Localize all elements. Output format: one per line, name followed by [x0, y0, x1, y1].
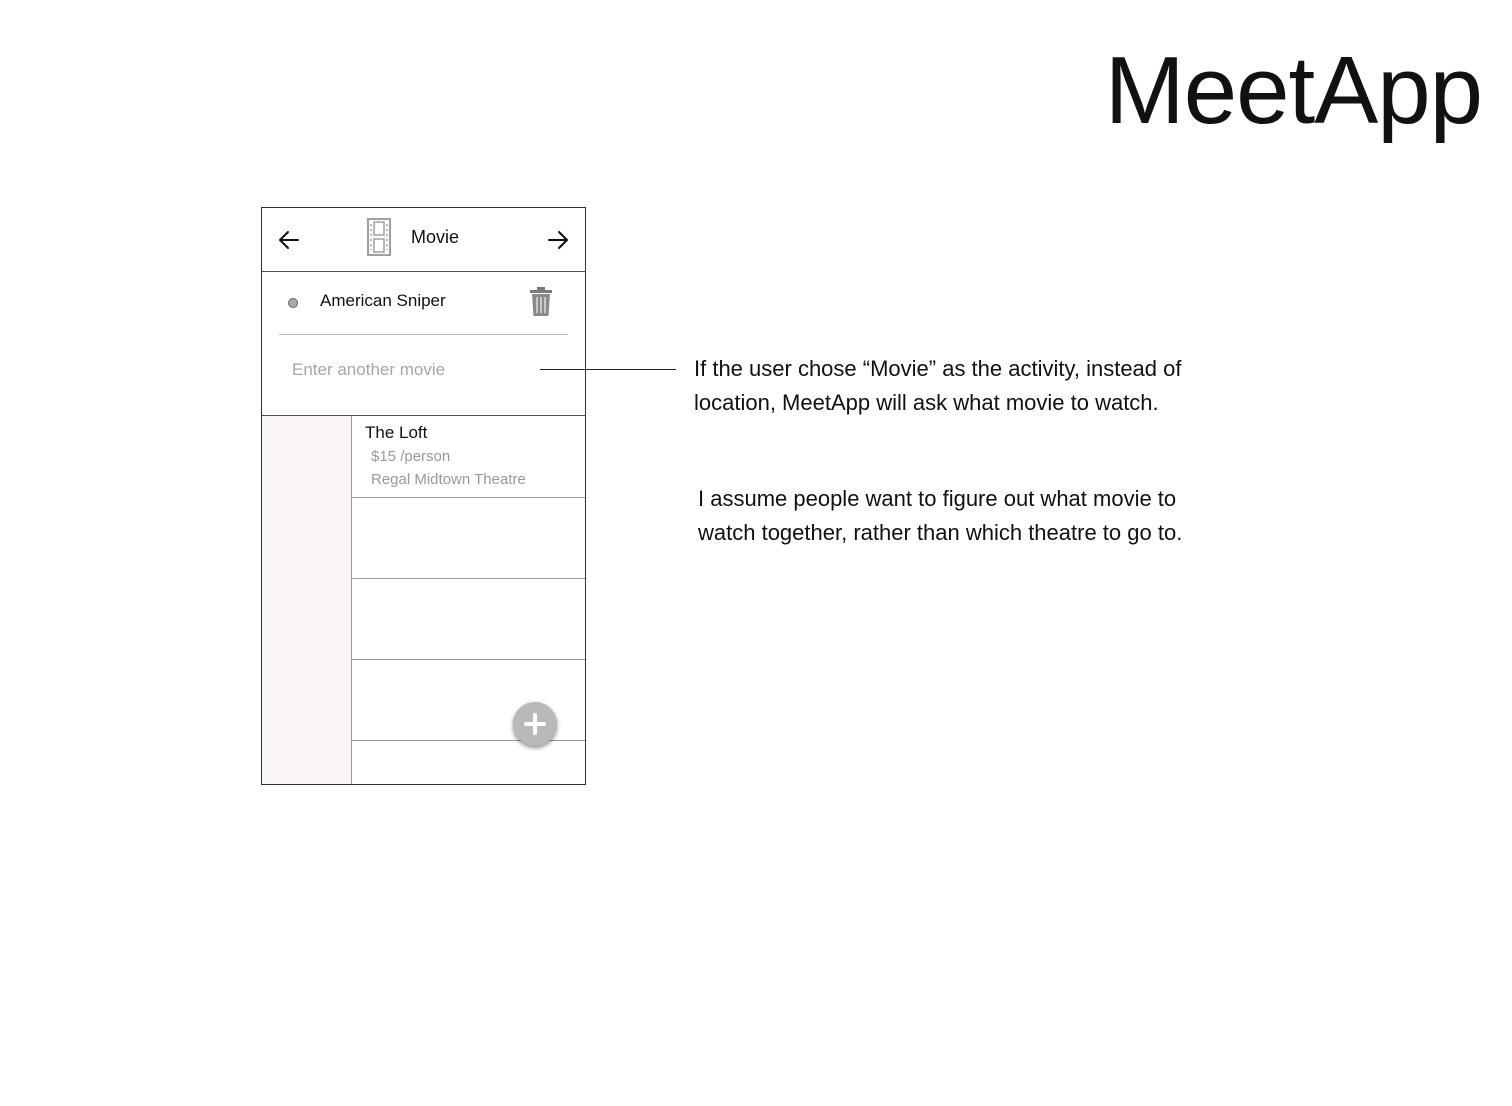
list-item[interactable] [262, 578, 585, 660]
list-item-theatre: Regal Midtown Theatre [371, 471, 526, 488]
phone-mockup [261, 207, 586, 785]
list-item-thumbnail [262, 497, 352, 578]
callout-connector [540, 369, 676, 370]
list-item[interactable] [262, 740, 585, 784]
selected-movie-name: American Sniper [320, 291, 446, 310]
plus-icon [524, 713, 546, 735]
list-item-thumbnail [262, 578, 352, 659]
top-bar [262, 208, 585, 272]
movie-selection-panel [262, 272, 585, 416]
arrow-left-icon [278, 230, 300, 250]
back-button[interactable] [273, 224, 305, 256]
trash-icon[interactable] [529, 287, 553, 317]
selected-movie-item [279, 272, 568, 335]
list-item[interactable] [262, 416, 585, 498]
list-item-price: $15 /person [371, 448, 451, 465]
list-item-thumbnail [262, 740, 352, 784]
screen-title: Movie [411, 227, 460, 247]
add-button[interactable] [513, 702, 557, 746]
list-item-thumbnail [262, 416, 352, 497]
bullet-icon [288, 298, 298, 308]
arrow-right-icon [547, 230, 569, 250]
annotation-note: If the user chose “Movie” as the activity, instead of location, MeetApp will ask what movie to watch. [694, 356, 1182, 415]
list-item[interactable] [262, 497, 585, 579]
forward-button[interactable] [542, 224, 574, 256]
list-item-thumbnail [262, 659, 352, 740]
annotation-note: I assume people want to figure out what movie to watch together, rather than which theatre to go to. [698, 486, 1183, 545]
page-title: MeetApp [1104, 37, 1482, 144]
list-item-title: The Loft [365, 423, 428, 442]
another-movie-input[interactable] [292, 356, 532, 384]
film-strip-icon [367, 218, 391, 256]
